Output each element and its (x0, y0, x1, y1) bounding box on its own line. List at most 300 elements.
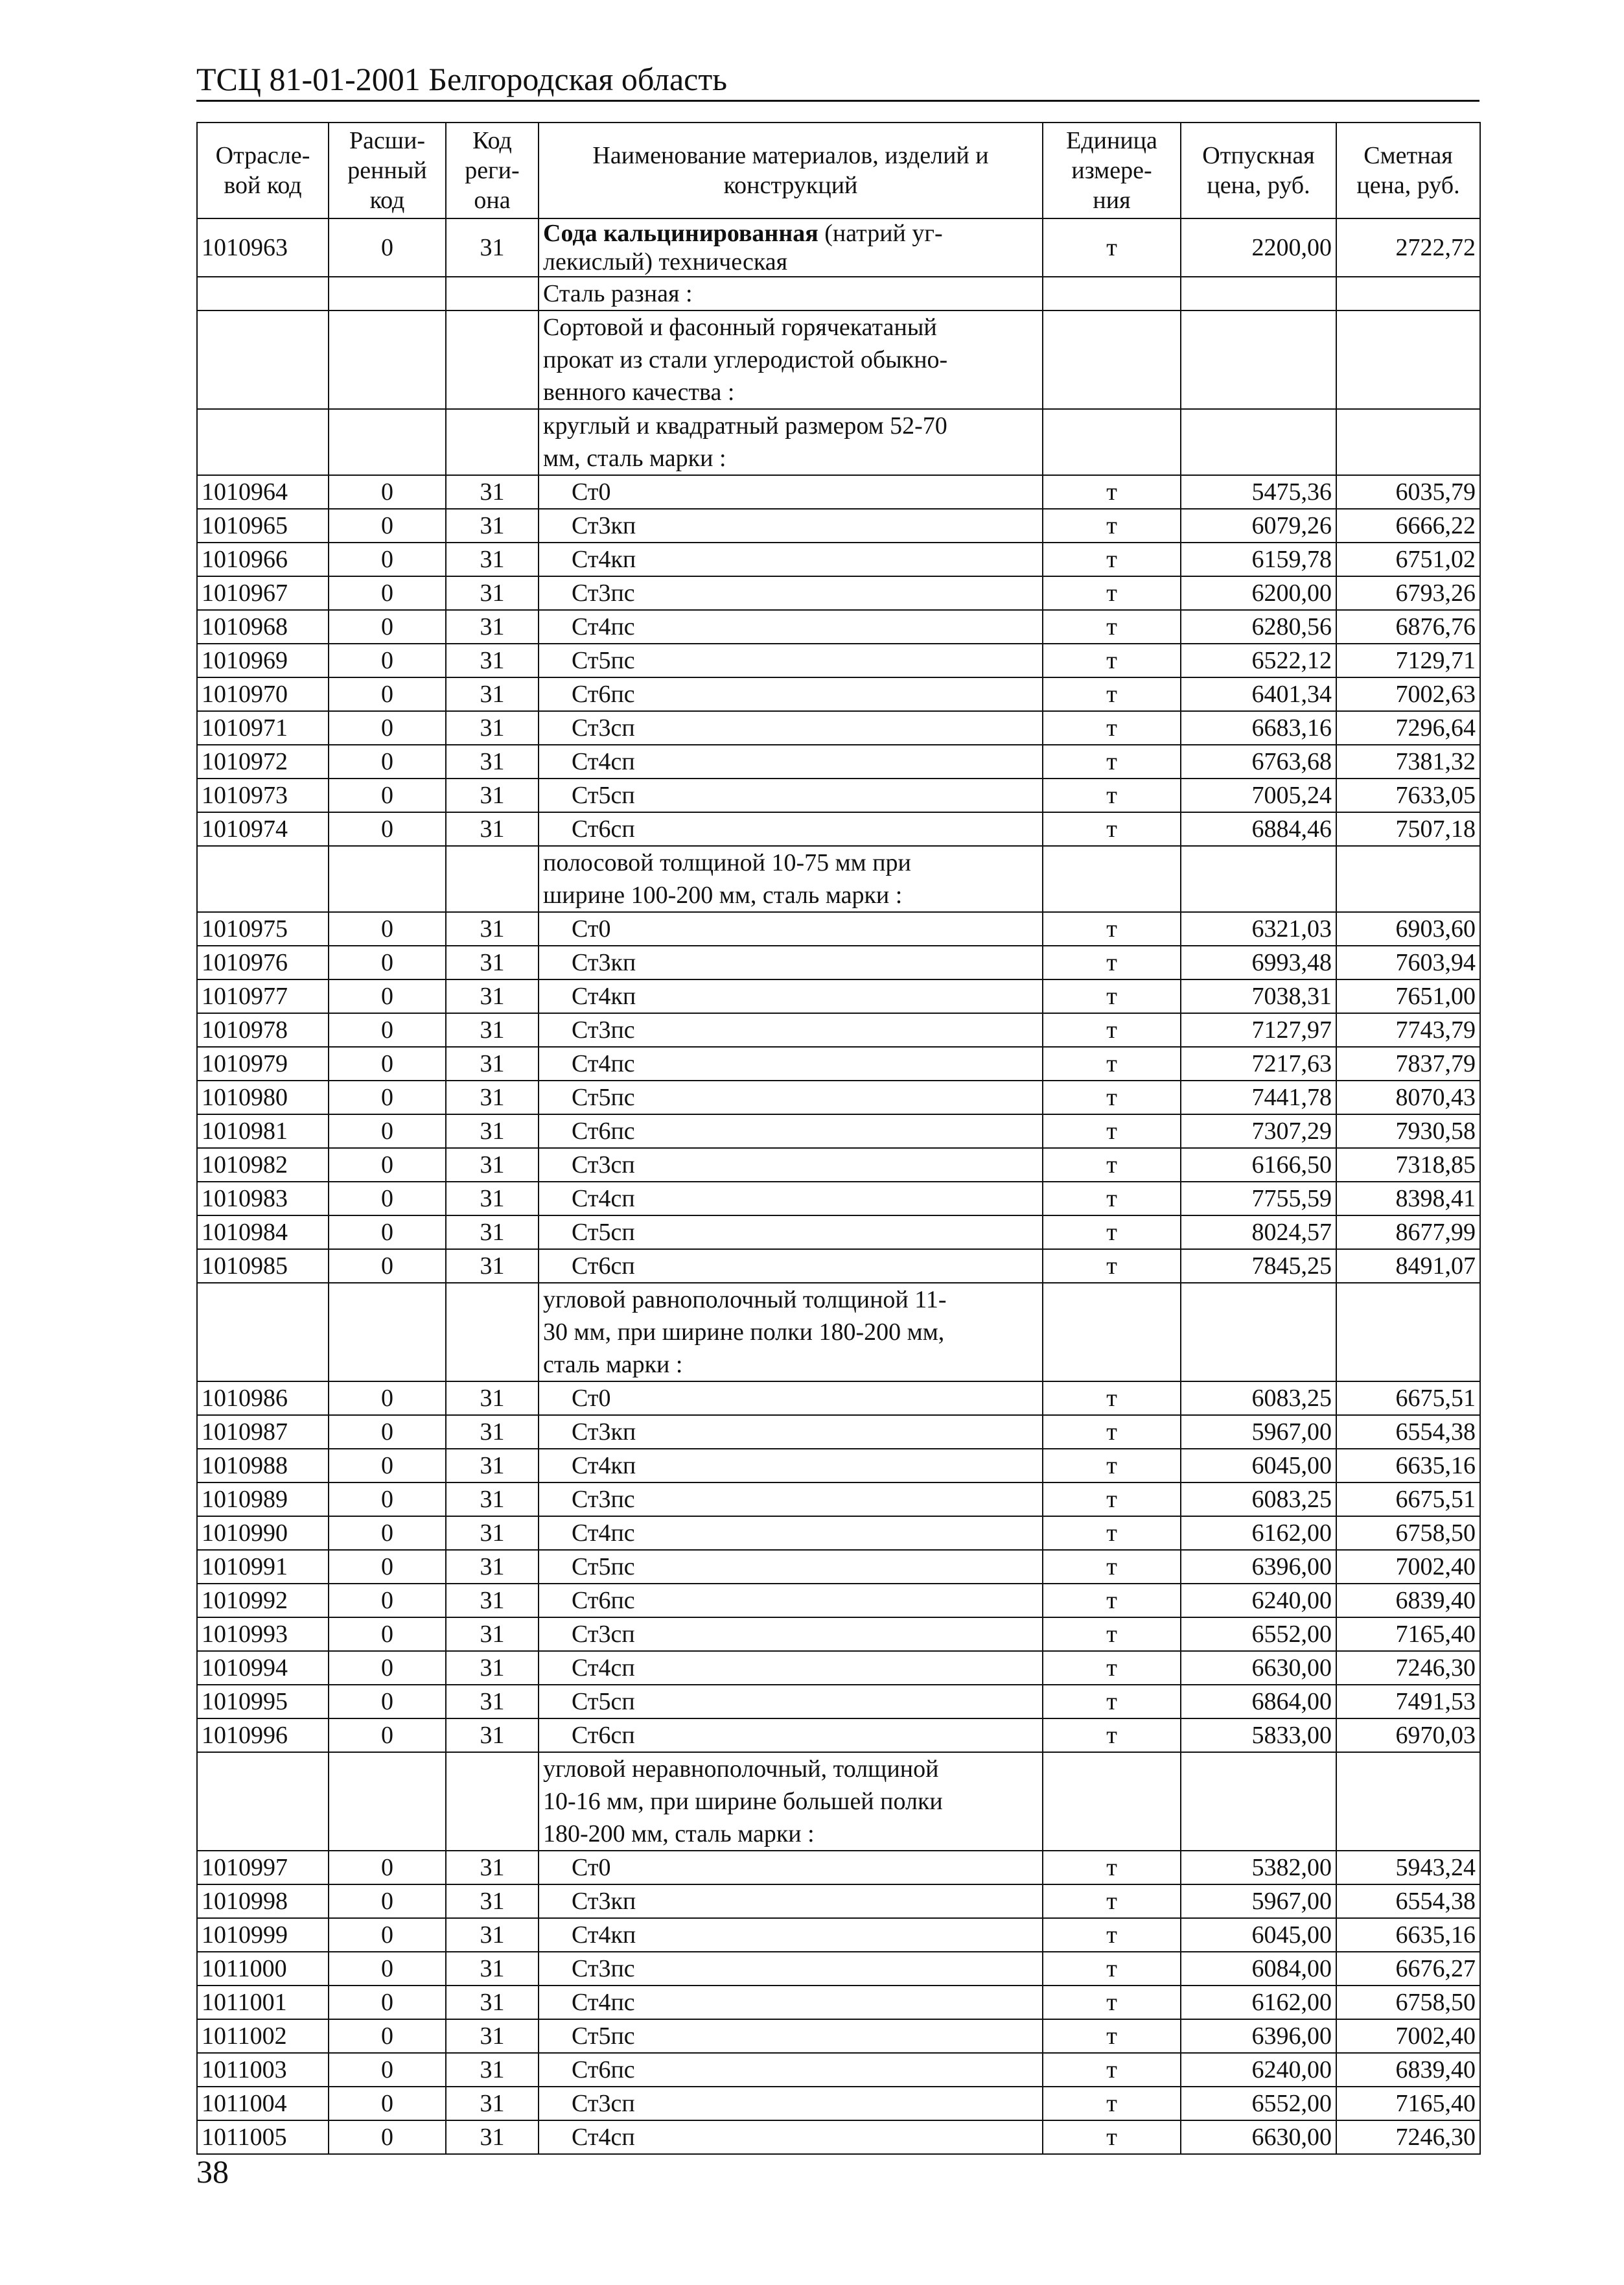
steel-grade: Ст5сп (539, 1215, 1043, 1249)
unit: т (1043, 1952, 1181, 1986)
section-heading: угловой равнополочный толщиной 11- 30 мм, при ширине полки 180-200 мм, сталь марки : (539, 1283, 1043, 1381)
unit: т (1043, 1081, 1181, 1114)
estimate-price: 6035,79 (1336, 475, 1480, 509)
estimate-price: 6758,50 (1336, 1986, 1480, 2019)
steel-grade: Ст4кп (539, 1918, 1043, 1952)
extended-code: 0 (329, 1182, 446, 1215)
sector-code: 1011002 (197, 2019, 329, 2053)
release-price: 6200,00 (1181, 576, 1336, 610)
unit: т (1043, 946, 1181, 979)
section-heading: полосовой толщиной 10-75 мм при ширине 100-200 мм, сталь марки : (539, 846, 1043, 912)
table-row (197, 1148, 1480, 1182)
estimate-price: 6675,51 (1336, 1381, 1480, 1415)
region-code: 31 (446, 1550, 539, 1584)
extended-code: 0 (329, 1952, 446, 1986)
steel-grade: Ст4пс (539, 1986, 1043, 2019)
empty-cell (446, 277, 539, 311)
unit: т (1043, 1584, 1181, 1617)
estimate-price: 7002,63 (1336, 677, 1480, 711)
extended-code: 0 (329, 1013, 446, 1047)
unit: т (1043, 509, 1181, 543)
table-row (197, 979, 1480, 1013)
release-price: 6162,00 (1181, 1516, 1336, 1550)
empty-cell (1043, 277, 1181, 311)
steel-grade: Ст5пс (539, 1550, 1043, 1584)
estimate-price: 7002,40 (1336, 1550, 1480, 1584)
region-code: 31 (446, 912, 539, 946)
estimate-price: 6839,40 (1336, 2053, 1480, 2087)
release-price: 8024,57 (1181, 1215, 1336, 1249)
release-price: 5475,36 (1181, 475, 1336, 509)
region-code: 31 (446, 644, 539, 677)
steel-grade: Ст0 (539, 1381, 1043, 1415)
unit: т (1043, 912, 1181, 946)
unit: т (1043, 1415, 1181, 1449)
empty-cell (1336, 409, 1480, 475)
release-price: 6396,00 (1181, 1550, 1336, 1584)
empty-cell (446, 311, 539, 409)
unit: т (1043, 2120, 1181, 2154)
empty-cell (329, 311, 446, 409)
sector-code: 1010964 (197, 475, 329, 509)
unit: т (1043, 1381, 1181, 1415)
estimate-price: 6970,03 (1336, 1718, 1480, 1752)
table-row (197, 1013, 1480, 1047)
steel-grade: Ст3сп (539, 1617, 1043, 1651)
unit: т (1043, 1449, 1181, 1482)
empty-cell (446, 409, 539, 475)
steel-grade: Ст3пс (539, 576, 1043, 610)
sector-code: 1010981 (197, 1114, 329, 1148)
material-name-bold: Сода кальцинированная (543, 220, 818, 247)
region-code: 31 (446, 1449, 539, 1482)
empty-cell (1043, 311, 1181, 409)
estimate-price: 7507,18 (1336, 812, 1480, 846)
steel-grade: Ст6пс (539, 677, 1043, 711)
region-code: 31 (446, 1516, 539, 1550)
page-number: 38 (196, 2153, 229, 2190)
col-sector-code-header: Отрасле- вой код (197, 123, 329, 218)
empty-cell (1181, 409, 1336, 475)
estimate-price: 6751,02 (1336, 543, 1480, 576)
extended-code: 0 (329, 475, 446, 509)
unit: т (1043, 1986, 1181, 2019)
price-table (196, 122, 1481, 2155)
sector-code: 1010989 (197, 1482, 329, 1516)
region-code: 31 (446, 779, 539, 812)
extended-code: 0 (329, 1918, 446, 1952)
region-code: 31 (446, 745, 539, 779)
sector-code: 1011003 (197, 2053, 329, 2087)
table-header-row (197, 123, 1480, 218)
region-code: 31 (446, 2087, 539, 2120)
estimate-price: 8491,07 (1336, 1249, 1480, 1283)
steel-grade: Ст3сп (539, 711, 1043, 745)
unit: т (1043, 779, 1181, 812)
table-row (197, 812, 1480, 846)
empty-cell (1181, 311, 1336, 409)
section-row (197, 1752, 1480, 1851)
estimate-price: 7002,40 (1336, 2019, 1480, 2053)
region-code: 31 (446, 677, 539, 711)
col-unit-header: Единица измере- ния (1043, 123, 1181, 218)
empty-cell (197, 846, 329, 912)
release-price: 6552,00 (1181, 1617, 1336, 1651)
sector-code: 1010996 (197, 1718, 329, 1752)
table-row (197, 1415, 1480, 1449)
empty-cell (197, 1752, 329, 1851)
region-code: 31 (446, 979, 539, 1013)
table-row (197, 218, 1480, 277)
unit: т (1043, 1482, 1181, 1516)
region-code: 31 (446, 1851, 539, 1884)
unit: т (1043, 1851, 1181, 1884)
release-price: 7755,59 (1181, 1182, 1336, 1215)
release-price: 2200,00 (1181, 218, 1336, 277)
extended-code: 0 (329, 644, 446, 677)
table-row (197, 1651, 1480, 1685)
extended-code: 0 (329, 677, 446, 711)
release-price: 6884,46 (1181, 812, 1336, 846)
extended-code: 0 (329, 2019, 446, 2053)
page-header (196, 58, 1479, 100)
release-price: 7441,78 (1181, 1081, 1336, 1114)
extended-code: 0 (329, 2087, 446, 2120)
release-price: 6630,00 (1181, 1651, 1336, 1685)
unit: т (1043, 576, 1181, 610)
region-code: 31 (446, 2053, 539, 2087)
unit: т (1043, 745, 1181, 779)
estimate-price: 6839,40 (1336, 1584, 1480, 1617)
region-code: 31 (446, 2120, 539, 2154)
sector-code: 1010967 (197, 576, 329, 610)
release-price: 6079,26 (1181, 509, 1336, 543)
extended-code: 0 (329, 509, 446, 543)
region-code: 31 (446, 1617, 539, 1651)
steel-grade: Ст5сп (539, 779, 1043, 812)
steel-grade: Ст3кп (539, 509, 1043, 543)
region-code: 31 (446, 509, 539, 543)
header-rule (196, 100, 1479, 102)
sector-code: 1011004 (197, 2087, 329, 2120)
sector-code: 1010993 (197, 1617, 329, 1651)
region-code: 31 (446, 1685, 539, 1718)
estimate-price: 7246,30 (1336, 2120, 1480, 2154)
empty-cell (1043, 409, 1181, 475)
section-heading: Сталь разная : (539, 277, 1043, 311)
steel-grade: Ст3сп (539, 1148, 1043, 1182)
table-row (197, 2087, 1480, 2120)
steel-grade: Ст4кп (539, 979, 1043, 1013)
extended-code: 0 (329, 1685, 446, 1718)
extended-code: 0 (329, 1381, 446, 1415)
table-row (197, 509, 1480, 543)
region-code: 31 (446, 1651, 539, 1685)
sector-code: 1010971 (197, 711, 329, 745)
unit: т (1043, 677, 1181, 711)
sector-code: 1010985 (197, 1249, 329, 1283)
unit: т (1043, 711, 1181, 745)
region-code: 31 (446, 543, 539, 576)
estimate-price: 7165,40 (1336, 2087, 1480, 2120)
empty-cell (1043, 1752, 1181, 1851)
sector-code: 1010969 (197, 644, 329, 677)
sector-code: 1010983 (197, 1182, 329, 1215)
unit: т (1043, 2019, 1181, 2053)
region-code: 31 (446, 1013, 539, 1047)
table-row (197, 1584, 1480, 1617)
region-code: 31 (446, 1986, 539, 2019)
estimate-price: 6666,22 (1336, 509, 1480, 543)
estimate-price: 7837,79 (1336, 1047, 1480, 1081)
region-code: 31 (446, 1215, 539, 1249)
region-code: 31 (446, 1081, 539, 1114)
table-row (197, 1081, 1480, 1114)
steel-grade: Ст5пс (539, 1081, 1043, 1114)
sector-code: 1010987 (197, 1415, 329, 1449)
estimate-price: 7651,00 (1336, 979, 1480, 1013)
sector-code: 1010986 (197, 1381, 329, 1415)
sector-code: 1010975 (197, 912, 329, 946)
extended-code: 0 (329, 1114, 446, 1148)
table-row (197, 912, 1480, 946)
extended-code: 0 (329, 1617, 446, 1651)
steel-grade: Ст6пс (539, 2053, 1043, 2087)
section-row (197, 311, 1480, 409)
table-row (197, 1381, 1480, 1415)
region-code: 31 (446, 475, 539, 509)
table-row (197, 475, 1480, 509)
table-row (197, 1482, 1480, 1516)
table-row (197, 1047, 1480, 1081)
extended-code: 0 (329, 1884, 446, 1918)
estimate-price: 7165,40 (1336, 1617, 1480, 1651)
estimate-price: 6554,38 (1336, 1884, 1480, 1918)
unit: т (1043, 2087, 1181, 2120)
unit: т (1043, 1013, 1181, 1047)
release-price: 6401,34 (1181, 677, 1336, 711)
region-code: 31 (446, 711, 539, 745)
extended-code: 0 (329, 1550, 446, 1584)
extended-code: 0 (329, 1415, 446, 1449)
release-price: 6321,03 (1181, 912, 1336, 946)
estimate-price: 7743,79 (1336, 1013, 1480, 1047)
extended-code: 0 (329, 745, 446, 779)
steel-grade: Ст3пс (539, 1013, 1043, 1047)
steel-grade: Ст4сп (539, 745, 1043, 779)
empty-cell (197, 409, 329, 475)
estimate-price: 7930,58 (1336, 1114, 1480, 1148)
unit: т (1043, 812, 1181, 846)
region-code: 31 (446, 576, 539, 610)
section-row (197, 1283, 1480, 1381)
extended-code: 0 (329, 2120, 446, 2154)
steel-grade: Ст3кп (539, 1415, 1043, 1449)
section-row (197, 409, 1480, 475)
extended-code: 0 (329, 779, 446, 812)
unit: т (1043, 218, 1181, 277)
region-code: 31 (446, 1482, 539, 1516)
table-row (197, 677, 1480, 711)
table-row (197, 644, 1480, 677)
sector-code: 1010978 (197, 1013, 329, 1047)
table-row (197, 1449, 1480, 1482)
steel-grade: Ст3пс (539, 1482, 1043, 1516)
sector-code: 1010973 (197, 779, 329, 812)
region-code: 31 (446, 1584, 539, 1617)
empty-cell (1043, 846, 1181, 912)
estimate-price: 7381,32 (1336, 745, 1480, 779)
table-row (197, 1918, 1480, 1952)
steel-grade: Ст3кп (539, 1884, 1043, 1918)
extended-code: 0 (329, 1651, 446, 1685)
col-extended-code-header: Расши- ренный код (329, 123, 446, 218)
sector-code: 1010977 (197, 979, 329, 1013)
unit: т (1043, 1516, 1181, 1550)
release-price: 6159,78 (1181, 543, 1336, 576)
steel-grade: Ст4кп (539, 543, 1043, 576)
steel-grade: Ст0 (539, 1851, 1043, 1884)
section-row (197, 277, 1480, 311)
extended-code: 0 (329, 576, 446, 610)
steel-grade: Ст4сп (539, 2120, 1043, 2154)
empty-cell (1336, 1283, 1480, 1381)
release-price: 6683,16 (1181, 711, 1336, 745)
extended-code: 0 (329, 946, 446, 979)
extended-code: 0 (329, 979, 446, 1013)
release-price: 6396,00 (1181, 2019, 1336, 2053)
sector-code: 1010968 (197, 610, 329, 644)
sector-code: 1010991 (197, 1550, 329, 1584)
steel-grade: Ст5пс (539, 644, 1043, 677)
region-code: 31 (446, 812, 539, 846)
sector-code: 1010972 (197, 745, 329, 779)
table-row (197, 1851, 1480, 1884)
table-row (197, 610, 1480, 644)
region-code: 31 (446, 610, 539, 644)
empty-cell (1336, 311, 1480, 409)
extended-code: 0 (329, 1584, 446, 1617)
estimate-price: 6876,76 (1336, 610, 1480, 644)
estimate-price: 8677,99 (1336, 1215, 1480, 1249)
table-row (197, 1952, 1480, 1986)
estimate-price: 6903,60 (1336, 912, 1480, 946)
estimate-price: 6676,27 (1336, 1952, 1480, 1986)
estimate-price: 5943,24 (1336, 1851, 1480, 1884)
sector-code: 1010988 (197, 1449, 329, 1482)
empty-cell (446, 1283, 539, 1381)
estimate-price: 7246,30 (1336, 1651, 1480, 1685)
sector-code: 1010966 (197, 543, 329, 576)
extended-code: 0 (329, 1516, 446, 1550)
table-row (197, 1516, 1480, 1550)
unit: т (1043, 1114, 1181, 1148)
steel-grade: Ст0 (539, 912, 1043, 946)
region-code: 31 (446, 1952, 539, 1986)
release-price: 6240,00 (1181, 2053, 1336, 2087)
release-price: 7127,97 (1181, 1013, 1336, 1047)
region-code: 31 (446, 1718, 539, 1752)
estimate-price: 6635,16 (1336, 1449, 1480, 1482)
region-code: 31 (446, 2019, 539, 2053)
table-row (197, 1249, 1480, 1283)
sector-code: 1010994 (197, 1651, 329, 1685)
steel-grade: Ст4пс (539, 1047, 1043, 1081)
extended-code: 0 (329, 2053, 446, 2087)
table-row (197, 2019, 1480, 2053)
release-price: 6240,00 (1181, 1584, 1336, 1617)
material-name-rest: (натрий уг- лекислый) техническая (543, 220, 943, 275)
empty-cell (197, 311, 329, 409)
steel-grade: Ст5сп (539, 1685, 1043, 1718)
empty-cell (329, 846, 446, 912)
empty-cell (1336, 1752, 1480, 1851)
sector-code: 1011000 (197, 1952, 329, 1986)
region-code: 31 (446, 218, 539, 277)
table-row (197, 1550, 1480, 1584)
region-code: 31 (446, 1249, 539, 1283)
extended-code: 0 (329, 1148, 446, 1182)
release-price: 6045,00 (1181, 1918, 1336, 1952)
table-row (197, 1685, 1480, 1718)
unit: т (1043, 1918, 1181, 1952)
table-row (197, 1215, 1480, 1249)
sector-code: 1010992 (197, 1584, 329, 1617)
unit: т (1043, 1685, 1181, 1718)
region-code: 31 (446, 1884, 539, 1918)
release-price: 6084,00 (1181, 1952, 1336, 1986)
region-code: 31 (446, 946, 539, 979)
section-heading: Сортовой и фасонный горячекатаный прокат из стали углеродистой обыкно- венного качества : (539, 311, 1043, 409)
steel-grade: Ст4сп (539, 1651, 1043, 1685)
estimate-price: 2722,72 (1336, 218, 1480, 277)
extended-code: 0 (329, 1482, 446, 1516)
sector-code: 1010998 (197, 1884, 329, 1918)
estimate-price: 7318,85 (1336, 1148, 1480, 1182)
release-price: 6864,00 (1181, 1685, 1336, 1718)
extended-code: 0 (329, 543, 446, 576)
steel-grade: Ст6пс (539, 1114, 1043, 1148)
table-row (197, 1718, 1480, 1752)
extended-code: 0 (329, 912, 446, 946)
unit: т (1043, 1249, 1181, 1283)
sector-code: 1010997 (197, 1851, 329, 1884)
table-row (197, 576, 1480, 610)
empty-cell (329, 277, 446, 311)
empty-cell (197, 1283, 329, 1381)
sector-code: 1010974 (197, 812, 329, 846)
section-heading: угловой неравнополочный, толщиной 10-16 мм, при ширине большей полки 180-200 мм, сталь марки : (539, 1752, 1043, 1851)
release-price: 6552,00 (1181, 2087, 1336, 2120)
sector-code: 1010980 (197, 1081, 329, 1114)
col-name-header: Наименование материалов, изделий и конструкций (539, 123, 1043, 218)
sector-code: 1010982 (197, 1148, 329, 1182)
estimate-price: 8398,41 (1336, 1182, 1480, 1215)
empty-cell (446, 846, 539, 912)
unit: т (1043, 1047, 1181, 1081)
release-price: 7217,63 (1181, 1047, 1336, 1081)
extended-code: 0 (329, 1851, 446, 1884)
estimate-price: 6758,50 (1336, 1516, 1480, 1550)
table-row (197, 1182, 1480, 1215)
release-price: 5967,00 (1181, 1415, 1336, 1449)
empty-cell (1181, 277, 1336, 311)
section-row (197, 846, 1480, 912)
empty-cell (329, 1752, 446, 1851)
release-price: 7845,25 (1181, 1249, 1336, 1283)
empty-cell (1336, 846, 1480, 912)
table-row (197, 2053, 1480, 2087)
